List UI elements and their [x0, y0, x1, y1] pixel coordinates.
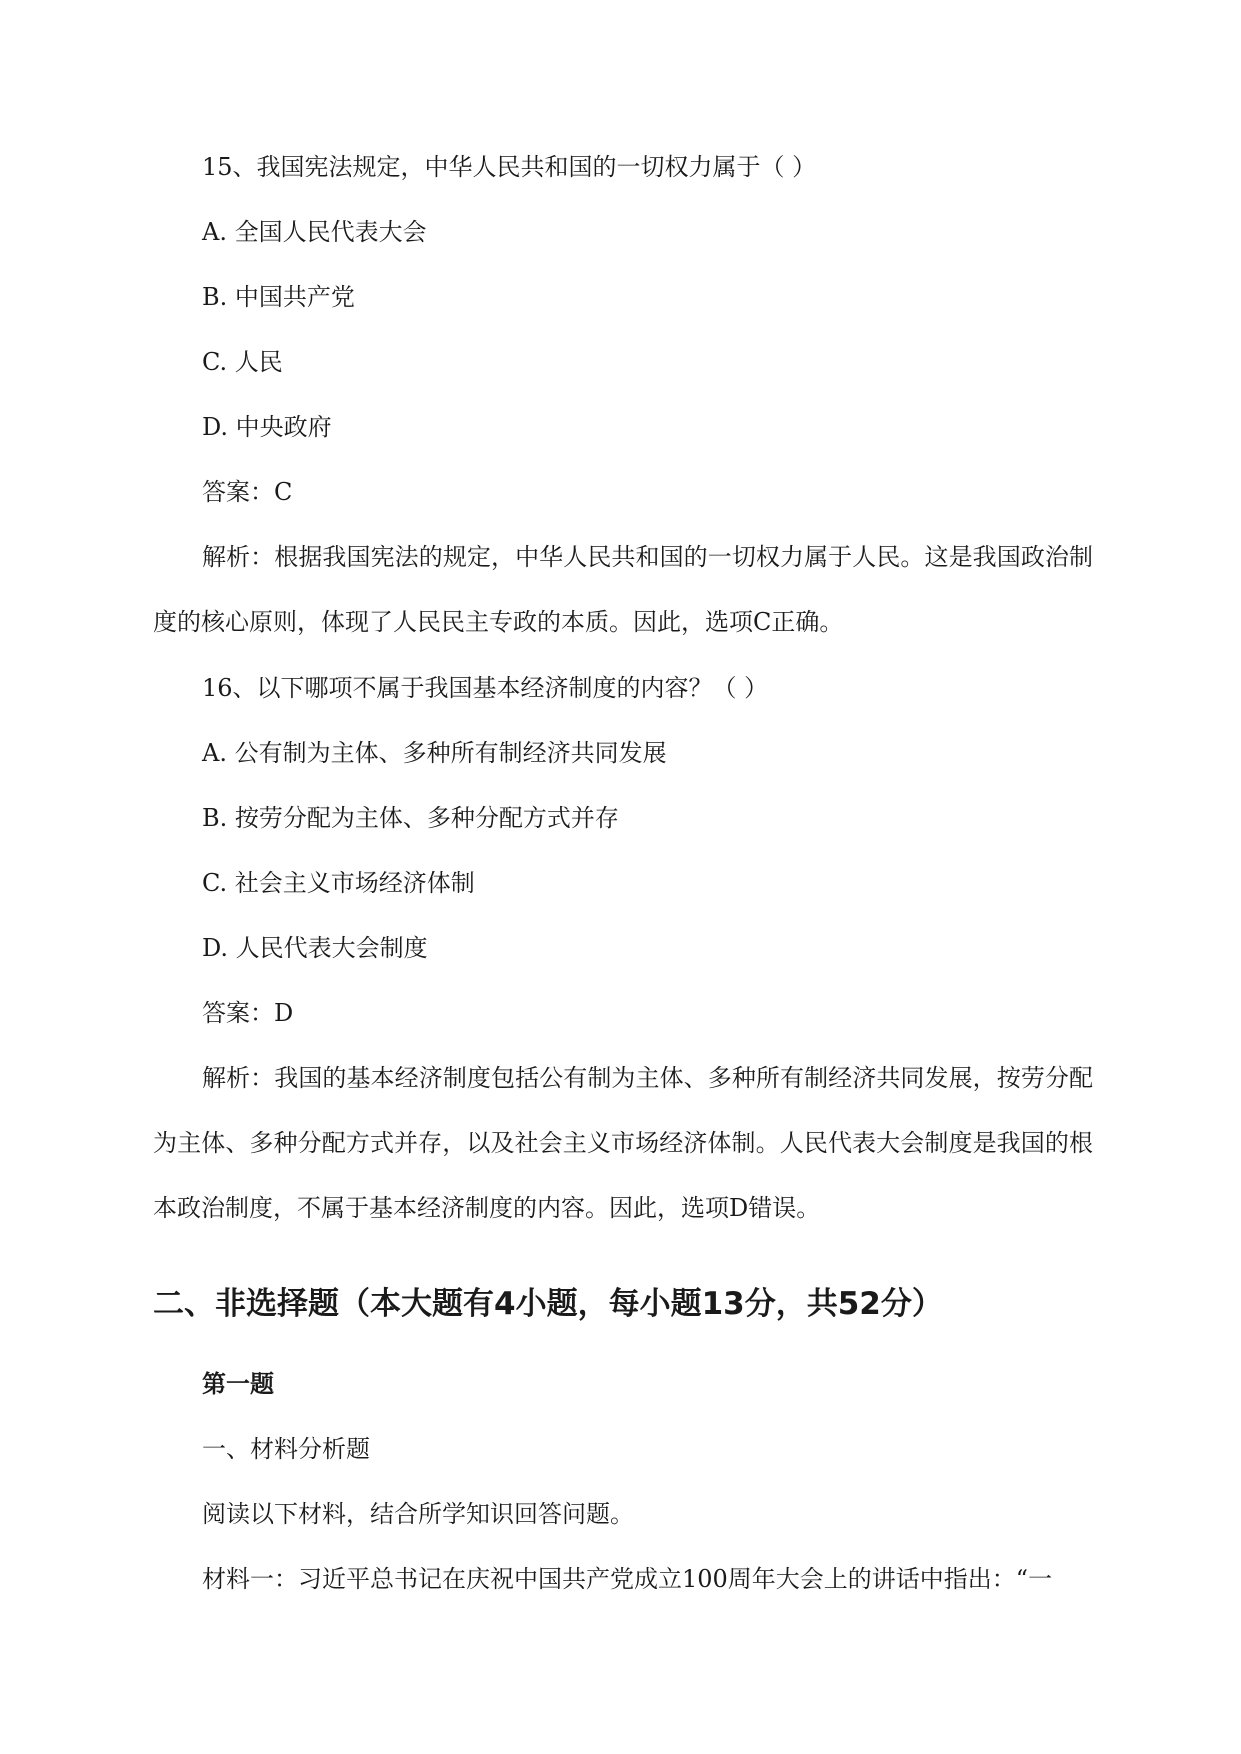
question-15-option-d: D. 中央政府 [202, 413, 332, 441]
question-15-stem: 15、我国宪法规定，中华人民共和国的一切权力属于（ ） [202, 153, 817, 181]
question-16-answer: 答案：D [202, 999, 294, 1027]
section-heading: 二、非选择题（本大题有4小题，每小题13分，共52分） [153, 1286, 943, 1322]
question-15-option-b: B. 中国共产党 [202, 283, 355, 311]
sub-title: 第一题 [202, 1370, 274, 1398]
question-16-option-b: B. 按劳分配为主体、多种分配方式并存 [202, 804, 619, 832]
question-16-analysis: 解析：我国的基本经济制度包括公有制为主体、多种所有制经济共同发展，按劳分配为主体、多种分配方式并存，以及社会主义市场经济体制。人民代表大会制度是我国的根本政治制度，不属于基本经济制度的内容。因此，选项D错误。 [153, 1064, 1093, 1222]
question-16-option-c: C. 社会主义市场经济体制 [202, 869, 475, 897]
question-15-option-c: C. 人民 [202, 348, 283, 376]
question-16-option-a: A. 公有制为主体、多种所有制经济共同发展 [202, 739, 667, 767]
question-16-stem: 16、以下哪项不属于我国基本经济制度的内容？（ ） [202, 674, 769, 702]
question-type: 一、材料分析题 [202, 1435, 370, 1463]
instruction-text: 阅读以下材料，结合所学知识回答问题。 [202, 1500, 634, 1528]
question-15-answer: 答案：C [202, 478, 293, 506]
question-15-option-a: A. 全国人民代表大会 [202, 218, 427, 246]
question-15-analysis: 解析：根据我国宪法的规定，中华人民共和国的一切权力属于人民。这是我国政治制度的核心原则，体现了人民民主专政的本质。因此，选项C正确。 [153, 543, 1093, 636]
material-one-text: 材料一：习近平总书记在庆祝中国共产党成立100周年大会上的讲话中指出：“一 [202, 1565, 1053, 1593]
question-16-option-d: D. 人民代表大会制度 [202, 934, 428, 962]
